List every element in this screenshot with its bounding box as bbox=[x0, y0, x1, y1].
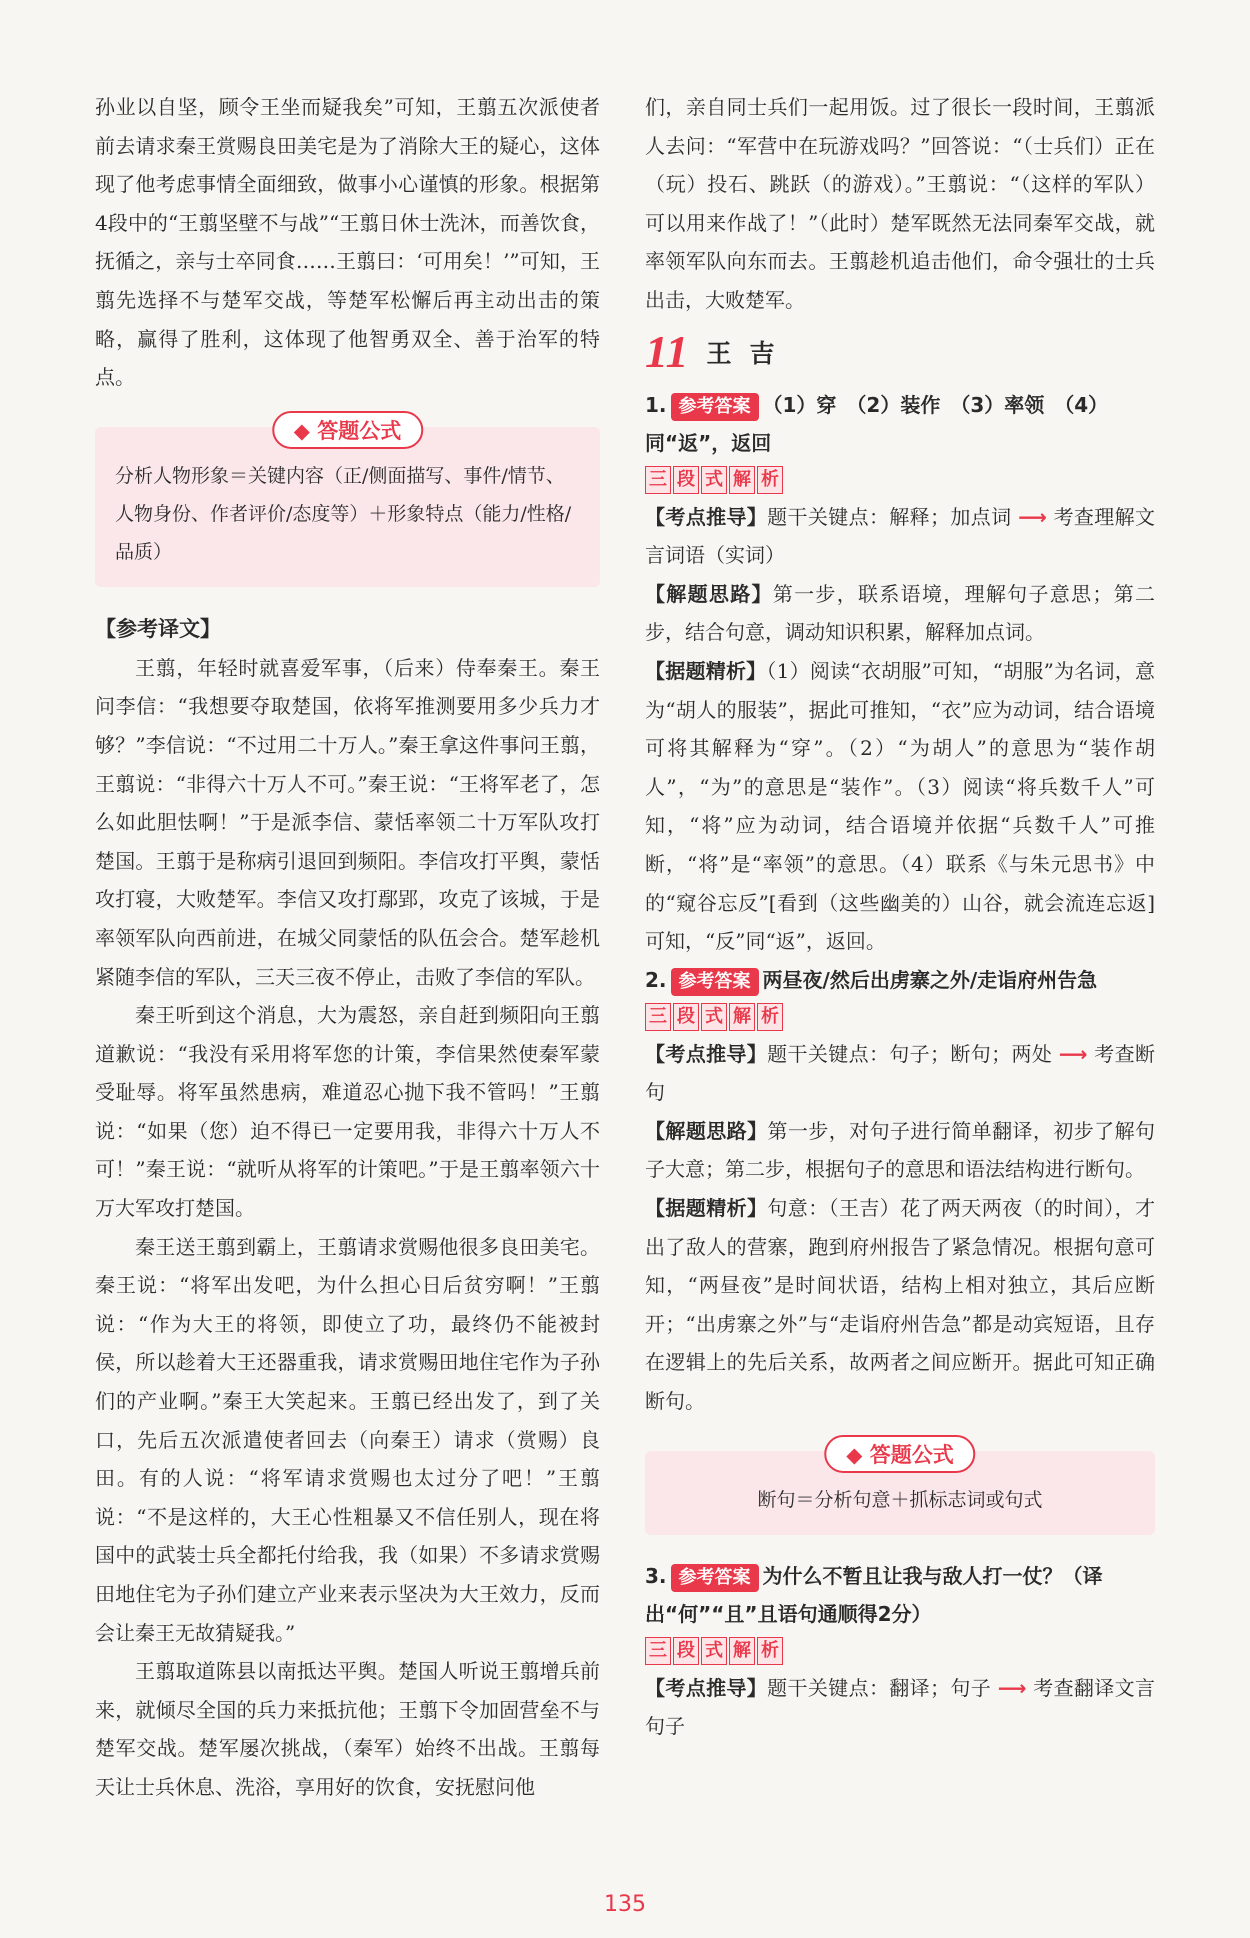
formula-text: 分析人物形象＝关键内容（正/侧面描写、事件/情节、人物身份、作者评价/态度等）＋形象特点（能力/性格/品质） bbox=[115, 464, 572, 563]
three-step-analysis-tag: 三 段 式 解 析 bbox=[645, 1637, 1155, 1665]
arrow-right-icon: ⟶ bbox=[1018, 504, 1047, 529]
arrow-right-icon: ⟶ bbox=[1058, 1041, 1088, 1066]
lesson-title: 王吉 bbox=[706, 338, 793, 368]
answer-tag: 参考答案 bbox=[671, 1564, 759, 1592]
q2-approach: 【解题思路】第一步，对句子进行简单翻译，初步了解句子大意；第二步，根据句子的意思和语法结构进行断句。 bbox=[645, 1118, 1155, 1182]
formula-badge: ◆ 答题公式 bbox=[272, 411, 423, 449]
q2-analysis: 【据题精析】句意：（王吉）花了两天两夜（的时间），才出了敌人的营寨，跑到府州报告了紧急情况。根据句意可知，“两昼夜”是时间状语，结构上相对独立，其后应断开；“出虏寨之外”与“走诣府州告急”都是动宾短语，且存在逻辑上的先后关系，故两者之间应断开。据此可知正确断句。 bbox=[645, 1196, 1156, 1414]
lesson-heading bbox=[645, 326, 1155, 378]
left-column bbox=[95, 88, 600, 1807]
q2-points: 【考点推导】题干关键点：句子；断句；两处 ⟶ 考查断句 bbox=[645, 1041, 1156, 1105]
translation-paragraph: 秦王送王翦到霸上，王翦请求赏赐他很多良田美宅。秦王说：“将军出发吧，为什么担心日后贫穷啊！”王翦说：“作为大王的将领，即使立了功，最终仍不能被封侯，所以趁着大王还器重我，请求赏赐田地住宅作为子孙们的产业啊。”秦王大笑起来。王翦已经出发了，到了关口，先后五次派遣使者回去（向秦王）请求（赏赐）良田。有的人说：“将军请求赏赐也太过分了吧！”王翦说：“不是这样的，大王心性粗暴又不信任别人，现在将国中的武装士兵全都托付给我，我（如果）不多请求赏赐田地住宅为子孙们建立产业来表示坚决为大王效力，反而会让秦王无故猜疑我。” bbox=[95, 1234, 600, 1645]
q3-points: 【考点推导】题干关键点：翻译；句子 ⟶ 考查翻译文言句子 bbox=[645, 1675, 1156, 1739]
question-2-answer: 2. 参考答案 两昼夜/然后出虏寨之外/走诣府州告急 bbox=[645, 961, 1155, 999]
arrow-right-icon: ⟶ bbox=[997, 1675, 1027, 1700]
translation-title: 【参考译文】 bbox=[95, 616, 221, 641]
question-3-answer: 3. 参考答案 为什么不暂且让我与敌人打一仗？（译出“何”“且”且语句通顺得2分） bbox=[645, 1563, 1103, 1626]
answer-formula-box bbox=[645, 1442, 1155, 1535]
answer-tag: 参考答案 bbox=[671, 393, 759, 421]
q1-points: 【考点推导】题干关键点：解释；加点词 ⟶ 考查理解文言词语（实词） bbox=[645, 504, 1156, 568]
right-intro-paragraph: 们，亲自同士兵们一起用饭。过了很长一段时间，王翦派人去问：“军营中在玩游戏吗？”回答说：“（士兵们）正在（玩）投石、跳跃（的游戏）。”王翦说：“（这样的军队）可以用来作战了！”（此时）楚军既然无法同秦军交战，就率领军队向东而去。王翦趁机追击他们，命令强壮的士兵出击，大败楚军。 bbox=[645, 95, 1155, 312]
formula-badge: ◆ 答题公式 bbox=[824, 1435, 975, 1473]
translation-paragraph: 王翦取道陈县以南抵达平舆。楚国人听说王翦增兵前来，就倾尽全国的兵力来抵抗他；王翦下令加固营垒不与楚军交战。楚军屡次挑战，（秦军）始终不出战。王翦每天让士兵休息、洗浴，享用好的饮食，安抚慰问他 bbox=[95, 1659, 600, 1799]
right-column bbox=[645, 88, 1155, 1746]
left-intro-paragraph: 孙业以自坚，顾令王坐而疑我矣”可知，王翦五次派使者前去请求秦王赏赐良田美宅是为了消除大王的疑心，这体现了他考虑事情全面细致，做事小心谨慎的形象。根据第4段中的“王翦坚壁不与战”“王翦日休士洗沐，而善饮食，抚循之，亲与士卒同食……王翦曰：‘可用矣！’”可知，王翦先选择不与楚军交战，等楚军松懈后再主动出击的策略，赢得了胜利，这体现了他智勇双全、善于治军的特点。 bbox=[95, 95, 600, 390]
three-step-analysis-tag: 三 段 式 解 析 bbox=[645, 466, 1155, 494]
translation-paragraph: 秦王听到这个消息，大为震怒，亲自赶到频阳向王翦道歉说：“我没有采用将军您的计策，李信果然使秦军蒙受耻辱。将军虽然患病，难道忍心抛下我不管吗！”王翦说：“如果（您）迫不得已一定要用我，非得六十万人不可！”秦王说：“就听从将军的计策吧。”于是王翦率领六十万大军攻打楚国。 bbox=[95, 1003, 600, 1221]
question-1-answer: 1. 参考答案 （1）穿 （2）装作 （3）率领 （4）同“返”，返回 bbox=[645, 392, 1109, 455]
q1-approach: 【解题思路】第一步，联系语境，理解句子意思；第二步，结合句意，调动知识积累，解释加点词。 bbox=[645, 581, 1156, 645]
lesson-number: 11 bbox=[645, 326, 689, 378]
translation-paragraph: 王翦，年轻时就喜爱军事，（后来）侍奉秦王。秦王问李信：“我想要夺取楚国，依将军推测要用多少兵力才够？”李信说：“不过用二十万人。”秦王拿这件事问王翦，王翦说：“非得六十万人不可。”秦王说：“王将军老了，怎么如此胆怯啊！”于是派李信、蒙恬率领二十万军队攻打楚国。王翦于是称病引退回到频阳。李信攻打平舆，蒙恬攻打寝，大败楚军。李信又攻打鄢郢，攻克了该城，于是率领军队向西前进，在城父同蒙恬的队伍会合。楚军趁机紧随李信的军队，三天三夜不停止，击败了李信的军队。 bbox=[95, 655, 600, 989]
answer-tag: 参考答案 bbox=[671, 968, 759, 996]
q1-analysis: 【据题精析】（1）阅读“衣胡服”可知，“胡服”为名词，意为“胡人的服装”，据此可推知，“衣”应为动词，结合语境可将其解释为“穿”。（2）“为胡人”的意思为“装作胡人”，“为”的意思是“装作”。（3）阅读“将兵数千人”可知，“将”应为动词，结合语境并依据“兵数千人”可推断，“将”是“率领”的意思。（4）联系《与朱元思书》中的“窥谷忘反”[看到（这些幽美的）山谷，就会流连忘返]可知，“反”同“返”，返回。 bbox=[645, 658, 1156, 954]
formula-text: 断句＝分析句意＋抓标志词或句式 bbox=[757, 1488, 1043, 1511]
answer-formula-box bbox=[95, 418, 600, 587]
page-number: 135 bbox=[604, 1892, 646, 1917]
three-step-analysis-tag: 三 段 式 解 析 bbox=[645, 1003, 1155, 1031]
